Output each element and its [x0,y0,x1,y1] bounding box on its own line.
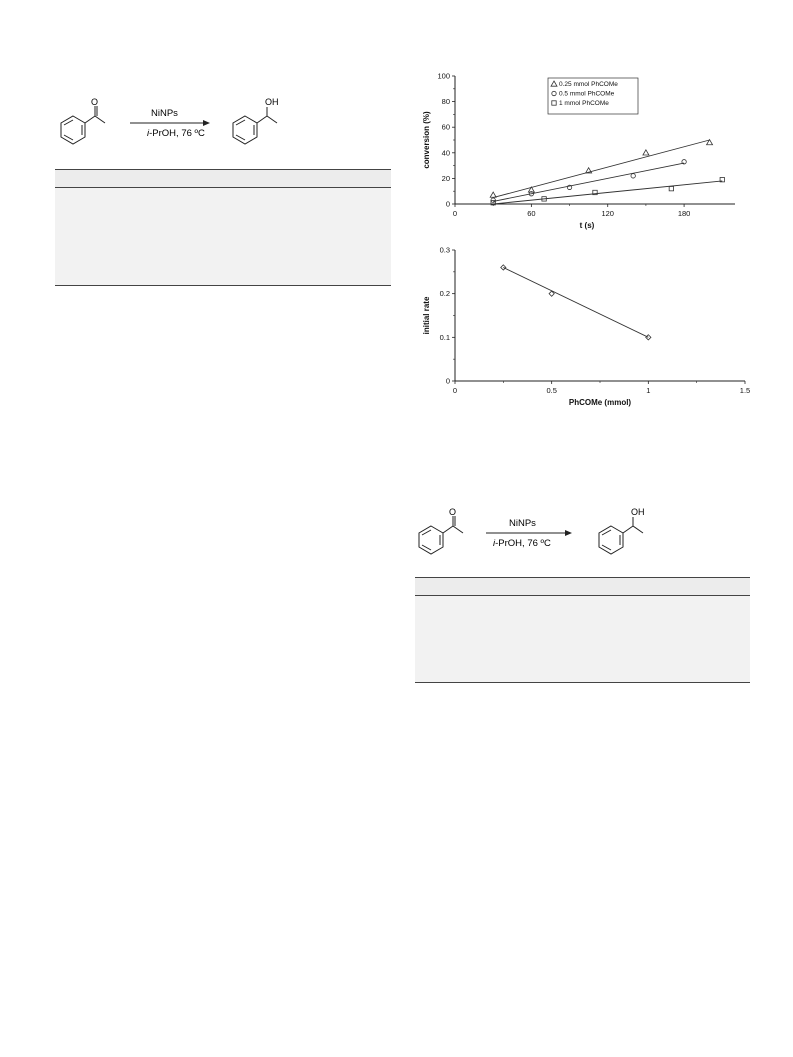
x-axis-label: t (s) [579,221,595,230]
conditions-label: i-PrOH, 76 ºC [147,128,205,139]
x-tick-label: 0 [452,386,458,395]
y-tick-label: 40 [441,148,450,158]
conditions-label: i-PrOH, 76 ºC [493,538,551,549]
y-tick-label: 20 [441,173,450,183]
x-tick-label: 120 [601,209,614,218]
y-tick-label: 60 [441,122,450,132]
results-table-bottom [415,577,750,683]
y-tick-label: 0.3 [439,245,450,255]
y-tick-label: 100 [437,71,450,81]
x-tick-label: 180 [677,209,691,218]
reaction-scheme-bottom-drawing [413,506,753,576]
reactant-carbonyl-label: O [449,507,457,517]
y-tick-label: 0 [445,199,450,209]
y-tick-label: 80 [441,97,450,107]
data-point-diamond [646,335,651,340]
x-tick-label: 60 [527,209,536,218]
y-tick-label: 0.2 [439,289,450,299]
table-header-row [415,578,750,596]
legend-entry: 0.25 mmol PhCOMe [559,81,618,88]
legend-entry: 1 mmol PhCOMe [559,100,609,107]
y-axis-label: conversion (%) [422,111,431,169]
x-axis-label: PhCOMe (mmol) [568,398,632,407]
x-tick-label: 1.5 [739,386,751,395]
y-axis-label: initial rate [422,296,431,335]
reactant-carbonyl-label: O [91,97,99,107]
reactant-structure [419,516,463,554]
product-hydroxyl-label: OH [265,97,279,107]
reaction-scheme-bottom [413,506,753,576]
legend-entry: 0.5 mmol PhCOMe [559,90,615,98]
x-tick-label: 0 [452,209,458,218]
arrow-head-icon [565,530,572,536]
catalyst-label: NiNPs [151,108,178,119]
product-hydroxyl-label: OH [631,507,645,517]
catalyst-label: NiNPs [509,518,536,529]
y-tick-label: 0 [445,376,450,386]
x-tick-label: 1 [646,386,651,395]
x-tick-label: 0.5 [546,386,557,395]
product-structure [599,517,643,554]
data-point-diamond [501,265,506,270]
fit-line [503,267,648,337]
y-tick-label: 0.1 [439,332,450,342]
